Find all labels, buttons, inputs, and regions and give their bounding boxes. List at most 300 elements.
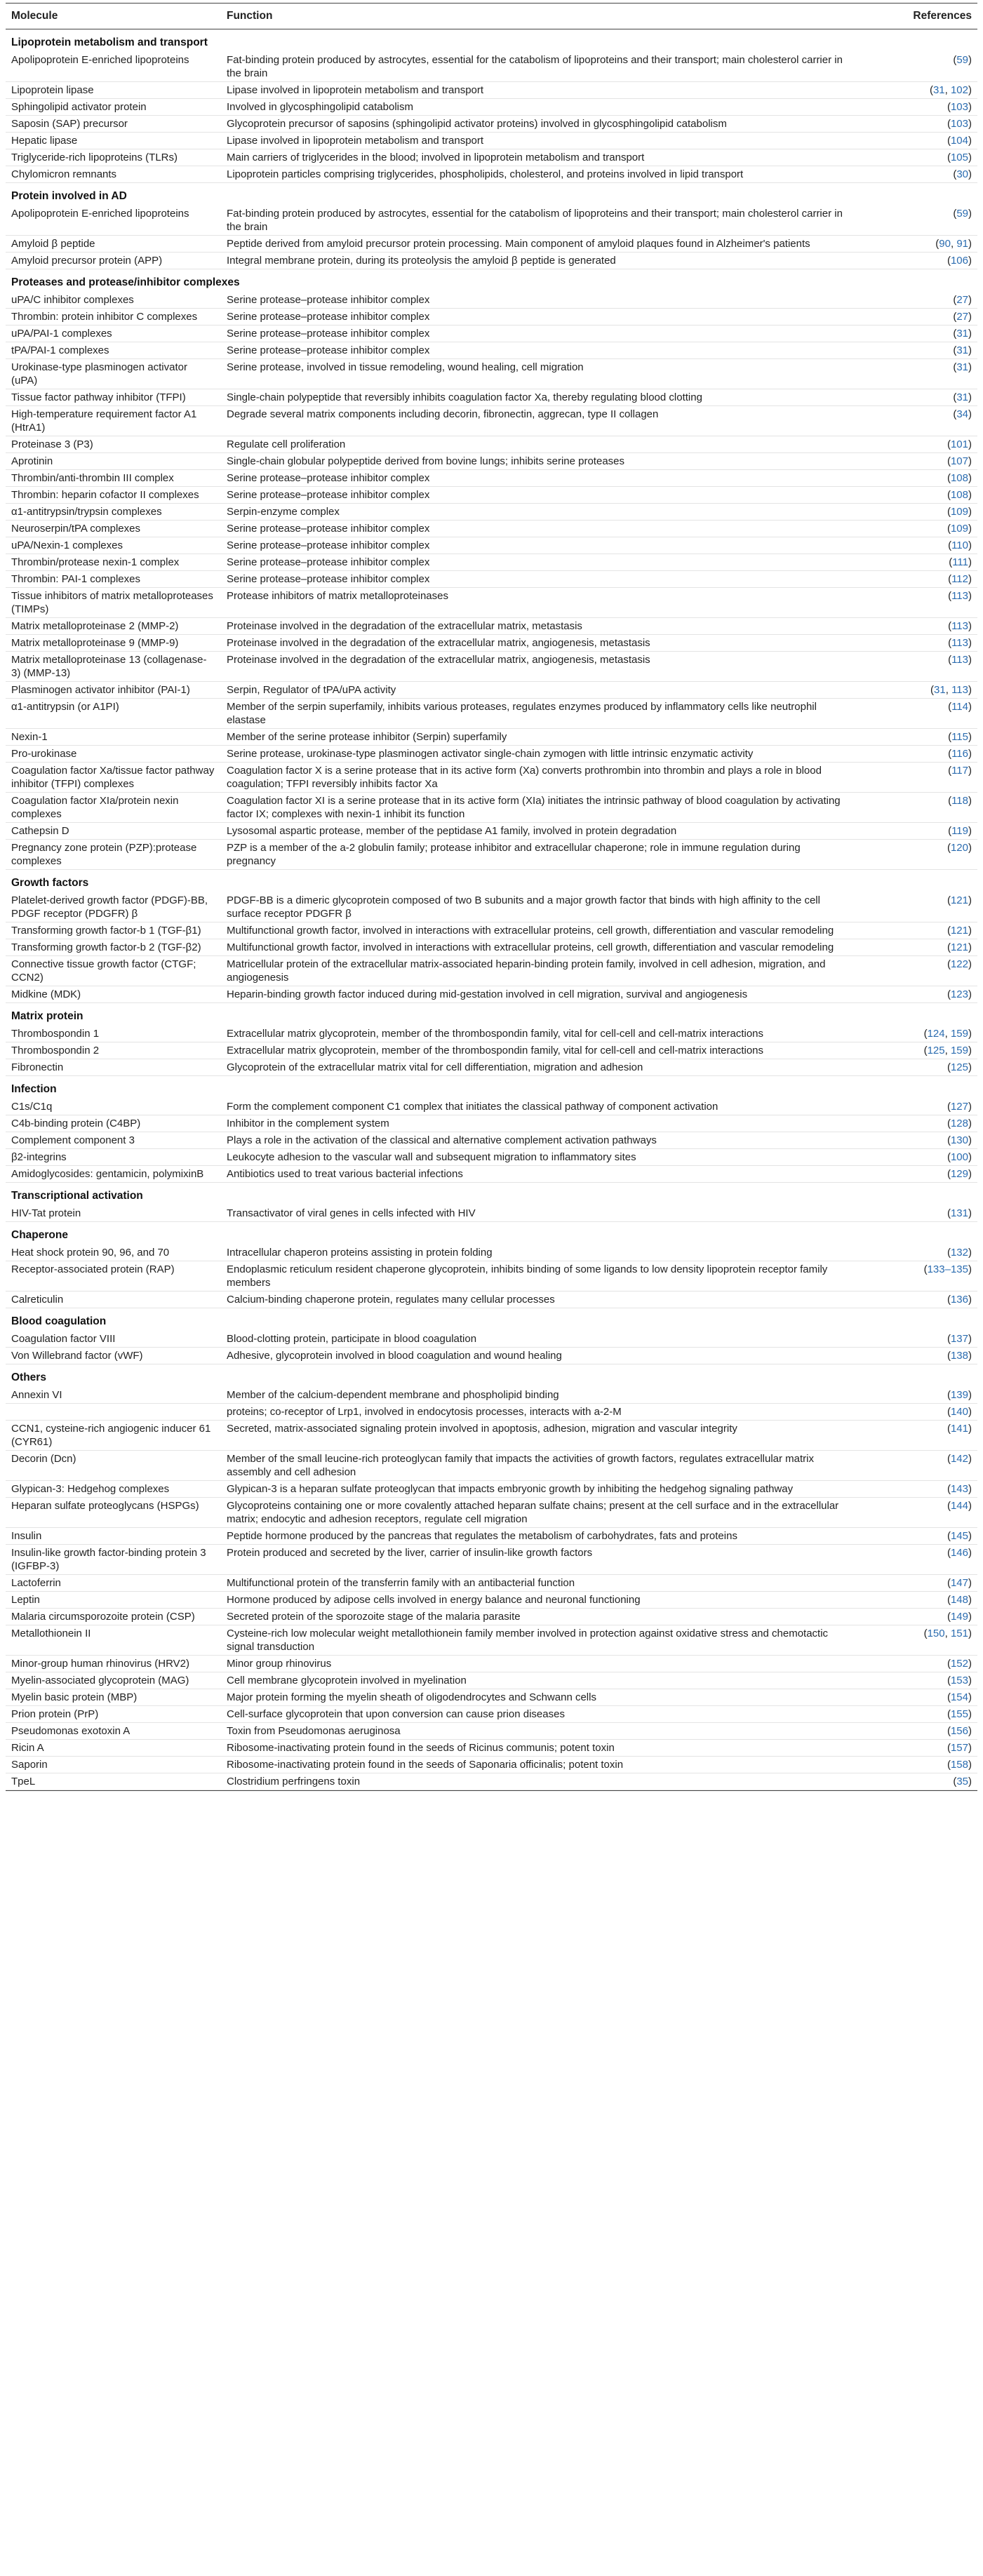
header-row <box>6 4 977 29</box>
function-cell: Coagulation factor X is a serine protease that in its active form (Xa) converts prothrombin into thrombin and plays a role in blood coagulation; TFPI reversibly inhibits factor Xa <box>221 763 857 793</box>
references-cell: (136) <box>857 1292 977 1308</box>
references-cell: (108) <box>857 470 977 487</box>
reference-link[interactable]: 159 <box>950 1028 968 1040</box>
function-cell: Serine protease–protease inhibitor complex <box>221 342 857 359</box>
reference-link[interactable]: 110 <box>951 539 968 551</box>
molecule-cell: Von Willebrand factor (vWF) <box>6 1348 221 1364</box>
table-bottom-rule <box>6 1790 977 1791</box>
references-cell: (59) <box>857 206 977 236</box>
table-row <box>6 206 977 236</box>
table-row <box>6 253 977 269</box>
references-cell: (31) <box>857 359 977 389</box>
reference-link[interactable]: 118 <box>951 795 968 807</box>
reference-link[interactable]: 158 <box>950 1759 968 1771</box>
reference-link[interactable]: 100 <box>950 1151 968 1163</box>
reference-link[interactable]: 143 <box>950 1483 968 1495</box>
molecule-cell: Metallothionein II <box>6 1625 221 1656</box>
reference-link[interactable]: 112 <box>951 573 968 585</box>
molecule-cell: Receptor-associated protein (RAP) <box>6 1261 221 1292</box>
reference-link[interactable]: 104 <box>950 135 968 147</box>
molecule-cell <box>6 1404 221 1421</box>
molecule-cell: Minor-group human rhinovirus (HRV2) <box>6 1656 221 1672</box>
molecule-cell: Myelin basic protein (MBP) <box>6 1689 221 1706</box>
header-references: References <box>857 4 977 29</box>
molecule-cell: Urokinase-type plasminogen activator (uPA) <box>6 359 221 389</box>
references-cell: (144) <box>857 1498 977 1528</box>
reference-link[interactable]: 128 <box>950 1118 968 1129</box>
molecule-cell: Lactoferrin <box>6 1575 221 1592</box>
table-row <box>6 746 977 763</box>
reference-link[interactable]: 35 <box>956 1776 968 1787</box>
references-cell: (128) <box>857 1115 977 1132</box>
molecule-cell: Ricin A <box>6 1740 221 1757</box>
molecule-cell: Thrombin: protein inhibitor C complexes <box>6 309 221 326</box>
reference-link[interactable]: 91 <box>956 238 968 250</box>
references-cell: (143) <box>857 1481 977 1498</box>
molecule-cell: Lipoprotein lipase <box>6 82 221 99</box>
reference-link[interactable]: 137 <box>950 1333 968 1345</box>
table-row <box>6 1481 977 1498</box>
molecule-cell: uPA/C inhibitor complexes <box>6 292 221 309</box>
function-cell: Peptide hormone produced by the pancreas that regulates the metabolism of carbohydrates, fats and proteins <box>221 1528 857 1545</box>
table-row <box>6 1723 977 1740</box>
table-row <box>6 729 977 746</box>
references-cell: (154) <box>857 1689 977 1706</box>
molecule-cell: Annexin VI <box>6 1387 221 1404</box>
function-cell: Blood-clotting protein, participate in blood coagulation <box>221 1331 857 1348</box>
function-cell: Proteinase involved in the degradation of the extracellular matrix, metastasis <box>221 618 857 635</box>
molecule-cell: Glypican-3: Hedgehog complexes <box>6 1481 221 1498</box>
reference-link[interactable]: 121 <box>950 941 968 953</box>
references-cell: (31, 113) <box>857 682 977 699</box>
references-cell: (113) <box>857 588 977 618</box>
function-cell: Glycoprotein of the extracellular matrix vital for cell differentiation, migration and adhesion <box>221 1059 857 1076</box>
references-cell: (115) <box>857 729 977 746</box>
reference-link[interactable]: 144 <box>950 1500 968 1512</box>
molecule-cell: TpeL <box>6 1773 221 1790</box>
reference-link[interactable]: 31 <box>956 361 968 373</box>
reference-link[interactable]: 157 <box>950 1742 968 1754</box>
reference-link[interactable]: 121 <box>950 925 968 937</box>
references-cell: (30) <box>857 166 977 183</box>
molecule-cell: Leptin <box>6 1592 221 1609</box>
references-cell: (31, 102) <box>857 82 977 99</box>
function-cell: proteins; co-receptor of Lrp1, involved in endocytosis processes, interacts with a-2-M <box>221 1404 857 1421</box>
molecule-cell: Thrombin: heparin cofactor II complexes <box>6 487 221 504</box>
molecule-cell: Decorin (Dcn) <box>6 1451 221 1481</box>
reference-link[interactable]: 156 <box>950 1725 968 1737</box>
reference-link[interactable]: 102 <box>950 84 968 96</box>
table-row <box>6 1757 977 1773</box>
references-cell: (137) <box>857 1331 977 1348</box>
reference-link[interactable]: 106 <box>950 255 968 267</box>
table-row <box>6 939 977 956</box>
section-header-row <box>6 29 977 53</box>
reference-link[interactable]: 141 <box>950 1423 968 1435</box>
references-cell: (112) <box>857 571 977 588</box>
function-cell: Lipoprotein particles comprising triglycerides, phospholipids, cholesterol, and proteins involved in lipid transport <box>221 166 857 183</box>
references-cell: (109) <box>857 504 977 521</box>
function-cell: Lipase involved in lipoprotein metabolism and transport <box>221 133 857 149</box>
table-row <box>6 892 977 923</box>
table-row <box>6 1609 977 1625</box>
table-row <box>6 326 977 342</box>
reference-link[interactable]: 108 <box>950 472 968 484</box>
reference-link[interactable]: 123 <box>950 988 968 1000</box>
table-row <box>6 840 977 870</box>
table-row <box>6 1387 977 1404</box>
molecule-cell: Insulin <box>6 1528 221 1545</box>
function-cell: Matricellular protein of the extracellular matrix-associated heparin-binding protein family, involved in cell adhesion, migration, and angiogenesis <box>221 956 857 986</box>
function-cell: Cell membrane glycoprotein involved in myelination <box>221 1672 857 1689</box>
table-row <box>6 763 977 793</box>
table-row <box>6 82 977 99</box>
section-header-row <box>6 183 977 206</box>
reference-link[interactable]: 90 <box>939 238 951 250</box>
table-row <box>6 1740 977 1757</box>
table-row <box>6 1026 977 1042</box>
references-cell: (118) <box>857 793 977 823</box>
function-cell: Serpin, Regulator of tPA/uPA activity <box>221 682 857 699</box>
references-cell: (146) <box>857 1545 977 1575</box>
table-row <box>6 923 977 939</box>
table-row <box>6 504 977 521</box>
table-row <box>6 1672 977 1689</box>
function-cell: Proteinase involved in the degradation of the extracellular matrix, angiogenesis, metastasis <box>221 652 857 682</box>
table-row <box>6 1099 977 1115</box>
function-cell: Leukocyte adhesion to the vascular wall and subsequent migration to inflammatory sites <box>221 1149 857 1166</box>
references-cell: (156) <box>857 1723 977 1740</box>
function-cell: Minor group rhinovirus <box>221 1656 857 1672</box>
molecule-cell: uPA/Nexin-1 complexes <box>6 537 221 554</box>
reference-link[interactable]: 146 <box>950 1547 968 1559</box>
molecule-cell: Plasminogen activator inhibitor (PAI-1) <box>6 682 221 699</box>
reference-link[interactable]: 34 <box>956 408 968 420</box>
reference-link[interactable]: 122 <box>950 958 968 970</box>
molecule-cell: Amyloid β peptide <box>6 236 221 253</box>
reference-link[interactable]: 151 <box>950 1628 968 1639</box>
reference-link[interactable]: 127 <box>950 1101 968 1113</box>
reference-link[interactable]: 31 <box>956 328 968 340</box>
header-molecule: Molecule <box>6 4 221 29</box>
reference-link[interactable]: 119 <box>951 825 968 837</box>
reference-link[interactable]: 149 <box>950 1611 968 1623</box>
molecule-function-table <box>6 3 977 1790</box>
references-cell: (59) <box>857 52 977 82</box>
molecule-cell: Chylomicron remnants <box>6 166 221 183</box>
reference-link[interactable]: 31 <box>956 344 968 356</box>
table-row <box>6 1348 977 1364</box>
molecule-cell: tPA/PAI-1 complexes <box>6 342 221 359</box>
table-row <box>6 537 977 554</box>
molecule-cell: High-temperature requirement factor A1 (HtrA1) <box>6 406 221 436</box>
function-cell: Single-chain polypeptide that reversibly inhibits coagulation factor Xa, thereby regulating blood clotting <box>221 389 857 406</box>
reference-link[interactable]: 132 <box>950 1247 968 1259</box>
reference-link[interactable]: 103 <box>950 118 968 130</box>
table-row <box>6 359 977 389</box>
reference-link[interactable]: 155 <box>950 1708 968 1720</box>
molecule-cell: Cathepsin D <box>6 823 221 840</box>
section-header-row <box>6 1222 977 1245</box>
reference-link[interactable]: 159 <box>950 1045 968 1056</box>
references-cell: (152) <box>857 1656 977 1672</box>
section-title: Proteases and protease/inhibitor complexes <box>11 276 240 288</box>
function-cell: Fat-binding protein produced by astrocytes, essential for the catabolism of lipoproteins and their transport; main cholesterol carrier in the brain <box>221 206 857 236</box>
reference-link[interactable]: 133–135 <box>927 1263 968 1275</box>
reference-link[interactable]: 101 <box>950 438 968 450</box>
table-row <box>6 116 977 133</box>
references-cell: (125) <box>857 1059 977 1076</box>
table-row <box>6 956 977 986</box>
function-cell: Serine protease–protease inhibitor complex <box>221 521 857 537</box>
references-cell: (133–135) <box>857 1261 977 1292</box>
header-function: Function <box>221 4 857 29</box>
molecule-cell: Transforming growth factor-b 2 (TGF-β2) <box>6 939 221 956</box>
reference-link[interactable]: 105 <box>950 152 968 163</box>
function-cell: Glypican-3 is a heparan sulfate proteoglycan that impacts embryonic growth by inhibiting the hedgehog signaling pathway <box>221 1481 857 1498</box>
table-row <box>6 1245 977 1261</box>
table-row <box>6 1421 977 1451</box>
reference-link[interactable]: 107 <box>950 455 968 467</box>
reference-link[interactable]: 109 <box>950 506 968 518</box>
references-cell: (129) <box>857 1166 977 1183</box>
function-cell: Glycoproteins containing one or more covalently attached heparan sulfate chains; present at the cell surface and in the extracellular matrix; endocytic and adhesion receptors, regulate cell migration <box>221 1498 857 1528</box>
function-cell: Serine protease–protease inhibitor complex <box>221 292 857 309</box>
table-row <box>6 588 977 618</box>
reference-link[interactable]: 131 <box>950 1207 968 1219</box>
references-cell: (142) <box>857 1451 977 1481</box>
reference-link[interactable]: 113 <box>951 654 968 666</box>
function-cell: Multifunctional growth factor, involved in interactions with extracellular proteins, cell growth, differentiation and vascular remodeling <box>221 923 857 939</box>
function-cell: Extracellular matrix glycoprotein, member of the thrombospondin family, vital for cell-cell and cell-matrix interactions <box>221 1026 857 1042</box>
reference-link[interactable]: 140 <box>950 1406 968 1418</box>
molecule-cell: α1-antitrypsin/trypsin complexes <box>6 504 221 521</box>
references-cell: (149) <box>857 1609 977 1625</box>
reference-link[interactable]: 103 <box>950 101 968 113</box>
table-row <box>6 342 977 359</box>
reference-link[interactable]: 113 <box>951 637 968 649</box>
reference-link[interactable]: 148 <box>950 1594 968 1606</box>
references-cell: (139) <box>857 1387 977 1404</box>
table-row <box>6 986 977 1003</box>
reference-link[interactable]: 124 <box>927 1028 945 1040</box>
references-cell: (113) <box>857 618 977 635</box>
reference-link[interactable]: 31 <box>956 391 968 403</box>
reference-link[interactable]: 147 <box>950 1577 968 1589</box>
table-row <box>6 1656 977 1672</box>
function-cell: Peptide derived from amyloid precursor protein processing. Main component of amyloid plaques found in Alzheimer's patients <box>221 236 857 253</box>
function-cell: Serine protease–protease inhibitor complex <box>221 571 857 588</box>
section-header-row <box>6 1076 977 1099</box>
reference-link[interactable]: 109 <box>950 523 968 535</box>
reference-link[interactable]: 145 <box>950 1530 968 1542</box>
molecule-cell: Platelet-derived growth factor (PDGF)-BB, PDGF receptor (PDGFR) β <box>6 892 221 923</box>
reference-link[interactable]: 120 <box>950 842 968 854</box>
function-cell: Coagulation factor XI is a serine protease that in its active form (XIa) initiates the intrinsic pathway of blood coagulation by activating factor IX; complexes with nexin-1 inhibit its function <box>221 793 857 823</box>
references-cell: (117) <box>857 763 977 793</box>
table-row <box>6 1773 977 1790</box>
references-cell: (103) <box>857 99 977 116</box>
references-cell: (27) <box>857 292 977 309</box>
function-cell: Serine protease, involved in tissue remodeling, wound healing, cell migration <box>221 359 857 389</box>
molecule-cell: Coagulation factor XIa/protein nexin complexes <box>6 793 221 823</box>
function-cell: Serpin-enzyme complex <box>221 504 857 521</box>
section-header-row <box>6 1183 977 1206</box>
reference-link[interactable]: 115 <box>951 731 968 743</box>
reference-link[interactable]: 111 <box>952 556 968 568</box>
reference-link[interactable]: 31 <box>934 684 946 696</box>
function-cell: Regulate cell proliferation <box>221 436 857 453</box>
reference-link[interactable]: 27 <box>956 294 968 306</box>
reference-link[interactable]: 121 <box>950 894 968 906</box>
molecule-cell: Pregnancy zone protein (PZP):protease complexes <box>6 840 221 870</box>
section-header-row <box>6 269 977 293</box>
reference-link[interactable]: 59 <box>956 208 968 220</box>
references-cell: (104) <box>857 133 977 149</box>
reference-link[interactable]: 59 <box>956 54 968 66</box>
function-cell: Protein produced and secreted by the liver, carrier of insulin-like growth factors <box>221 1545 857 1575</box>
table-row <box>6 453 977 470</box>
reference-link[interactable]: 138 <box>950 1350 968 1362</box>
reference-link[interactable]: 154 <box>950 1691 968 1703</box>
reference-link[interactable]: 136 <box>950 1294 968 1306</box>
function-cell: PDGF-BB is a dimeric glycoprotein composed of two B subunits and a major growth factor that binds with high affinity to the cell surface receptor PDGFR β <box>221 892 857 923</box>
molecule-cell: Amyloid precursor protein (APP) <box>6 253 221 269</box>
references-cell: (100) <box>857 1149 977 1166</box>
reference-link[interactable]: 114 <box>951 701 968 713</box>
function-cell: Single-chain globular polypeptide derived from bovine lungs; inhibits serine proteases <box>221 453 857 470</box>
reference-link[interactable]: 113 <box>951 684 968 696</box>
table-row <box>6 1575 977 1592</box>
molecule-cell: Amidoglycosides: gentamicin, polymixinB <box>6 1166 221 1183</box>
reference-link[interactable]: 31 <box>932 84 945 96</box>
references-cell: (108) <box>857 487 977 504</box>
molecule-cell: Proteinase 3 (P3) <box>6 436 221 453</box>
references-cell: (150, 151) <box>857 1625 977 1656</box>
molecule-cell: Transforming growth factor-b 1 (TGF-β1) <box>6 923 221 939</box>
molecule-cell: uPA/PAI-1 complexes <box>6 326 221 342</box>
function-cell: Antibiotics used to treat various bacterial infections <box>221 1166 857 1183</box>
reference-link[interactable]: 30 <box>956 168 968 180</box>
molecule-cell: Coagulation factor Xa/tissue factor pathway inhibitor (TFPI) complexes <box>6 763 221 793</box>
molecule-cell: β2-integrins <box>6 1149 221 1166</box>
references-cell: (103) <box>857 116 977 133</box>
table-row <box>6 133 977 149</box>
table-row <box>6 1042 977 1059</box>
reference-link[interactable]: 108 <box>950 489 968 501</box>
function-cell: Extracellular matrix glycoprotein, member of the thrombospondin family, vital for cell-cell and cell-matrix interactions <box>221 1042 857 1059</box>
table-row <box>6 389 977 406</box>
reference-link[interactable]: 129 <box>950 1168 968 1180</box>
reference-link[interactable]: 125 <box>927 1045 945 1056</box>
table-body <box>6 29 977 1790</box>
references-cell: (157) <box>857 1740 977 1757</box>
table-row <box>6 682 977 699</box>
molecule-cell: Hepatic lipase <box>6 133 221 149</box>
function-cell: Protease inhibitors of matrix metalloproteinases <box>221 588 857 618</box>
table-row <box>6 618 977 635</box>
function-cell: Proteinase involved in the degradation of the extracellular matrix, angiogenesis, metastasis <box>221 635 857 652</box>
reference-link[interactable]: 153 <box>950 1675 968 1686</box>
function-cell: Serine protease–protease inhibitor complex <box>221 326 857 342</box>
reference-link[interactable]: 113 <box>951 620 968 632</box>
function-cell: Cell-surface glycoprotein that upon conversion can cause prion diseases <box>221 1706 857 1723</box>
reference-link[interactable]: 130 <box>950 1134 968 1146</box>
function-cell: Member of the serine protease inhibitor (Serpin) superfamily <box>221 729 857 746</box>
references-cell: (107) <box>857 453 977 470</box>
molecule-cell: Matrix metalloproteinase 9 (MMP-9) <box>6 635 221 652</box>
references-cell: (132) <box>857 1245 977 1261</box>
molecule-cell: Triglyceride-rich lipoproteins (TLRs) <box>6 149 221 166</box>
table-row <box>6 52 977 82</box>
function-cell: Endoplasmic reticulum resident chaperone glycoprotein, inhibits binding of some ligands to low density lipoprotein receptor family members <box>221 1261 857 1292</box>
table-row <box>6 793 977 823</box>
reference-link[interactable]: 142 <box>950 1453 968 1465</box>
reference-link[interactable]: 125 <box>950 1061 968 1073</box>
table-row <box>6 1404 977 1421</box>
references-cell: (125, 159) <box>857 1042 977 1059</box>
function-cell: Glycoprotein precursor of saposins (sphingolipid activator proteins) involved in glycosphingolipid catabolism <box>221 116 857 133</box>
section-title: Infection <box>11 1083 57 1095</box>
reference-link[interactable]: 117 <box>951 765 968 777</box>
function-cell: Serine protease–protease inhibitor complex <box>221 487 857 504</box>
function-cell: Calcium-binding chaperone protein, regulates many cellular processes <box>221 1292 857 1308</box>
function-cell: Multifunctional growth factor, involved in interactions with extracellular proteins, cell growth, differentiation and vascular remodeling <box>221 939 857 956</box>
molecule-cell: Calreticulin <box>6 1292 221 1308</box>
reference-link[interactable]: 113 <box>951 590 968 602</box>
molecule-cell: Malaria circumsporozoite protein (CSP) <box>6 1609 221 1625</box>
references-cell: (31) <box>857 326 977 342</box>
references-cell: (109) <box>857 521 977 537</box>
table-row <box>6 1706 977 1723</box>
function-cell: Integral membrane protein, during its proteolysis the amyloid β peptide is generated <box>221 253 857 269</box>
references-cell: (101) <box>857 436 977 453</box>
function-cell: Ribosome-inactivating protein found in the seeds of Saponaria officinalis; potent toxin <box>221 1757 857 1773</box>
references-cell: (124, 159) <box>857 1026 977 1042</box>
section-title: Matrix protein <box>11 1010 83 1022</box>
table-row <box>6 149 977 166</box>
function-cell: Lipase involved in lipoprotein metabolism and transport <box>221 82 857 99</box>
function-cell: Serine protease–protease inhibitor complex <box>221 470 857 487</box>
table-row <box>6 1331 977 1348</box>
molecule-cell: Nexin-1 <box>6 729 221 746</box>
molecule-cell: Tissue factor pathway inhibitor (TFPI) <box>6 389 221 406</box>
references-cell: (158) <box>857 1757 977 1773</box>
references-cell: (122) <box>857 956 977 986</box>
reference-link[interactable]: 152 <box>950 1658 968 1670</box>
references-cell: (105) <box>857 149 977 166</box>
reference-link[interactable]: 27 <box>956 311 968 323</box>
function-cell: Plays a role in the activation of the classical and alternative complement activation pathways <box>221 1132 857 1149</box>
function-cell: Involved in glycosphingolipid catabolism <box>221 99 857 116</box>
reference-link[interactable]: 116 <box>951 748 968 760</box>
molecule-cell: Myelin-associated glycoprotein (MAG) <box>6 1672 221 1689</box>
section-title: Transcriptional activation <box>11 1190 143 1202</box>
molecule-cell: Apolipoprotein E-enriched lipoproteins <box>6 52 221 82</box>
molecule-cell: Pro-urokinase <box>6 746 221 763</box>
references-cell: (131) <box>857 1205 977 1222</box>
table-row <box>6 1451 977 1481</box>
table-row <box>6 823 977 840</box>
references-cell: (153) <box>857 1672 977 1689</box>
reference-link[interactable]: 139 <box>950 1389 968 1401</box>
reference-link[interactable]: 150 <box>927 1628 945 1639</box>
references-cell: (147) <box>857 1575 977 1592</box>
table-header <box>6 4 977 29</box>
molecule-cell: Sphingolipid activator protein <box>6 99 221 116</box>
references-cell: (114) <box>857 699 977 729</box>
function-cell: Member of the calcium-dependent membrane and phospholipid binding <box>221 1387 857 1404</box>
